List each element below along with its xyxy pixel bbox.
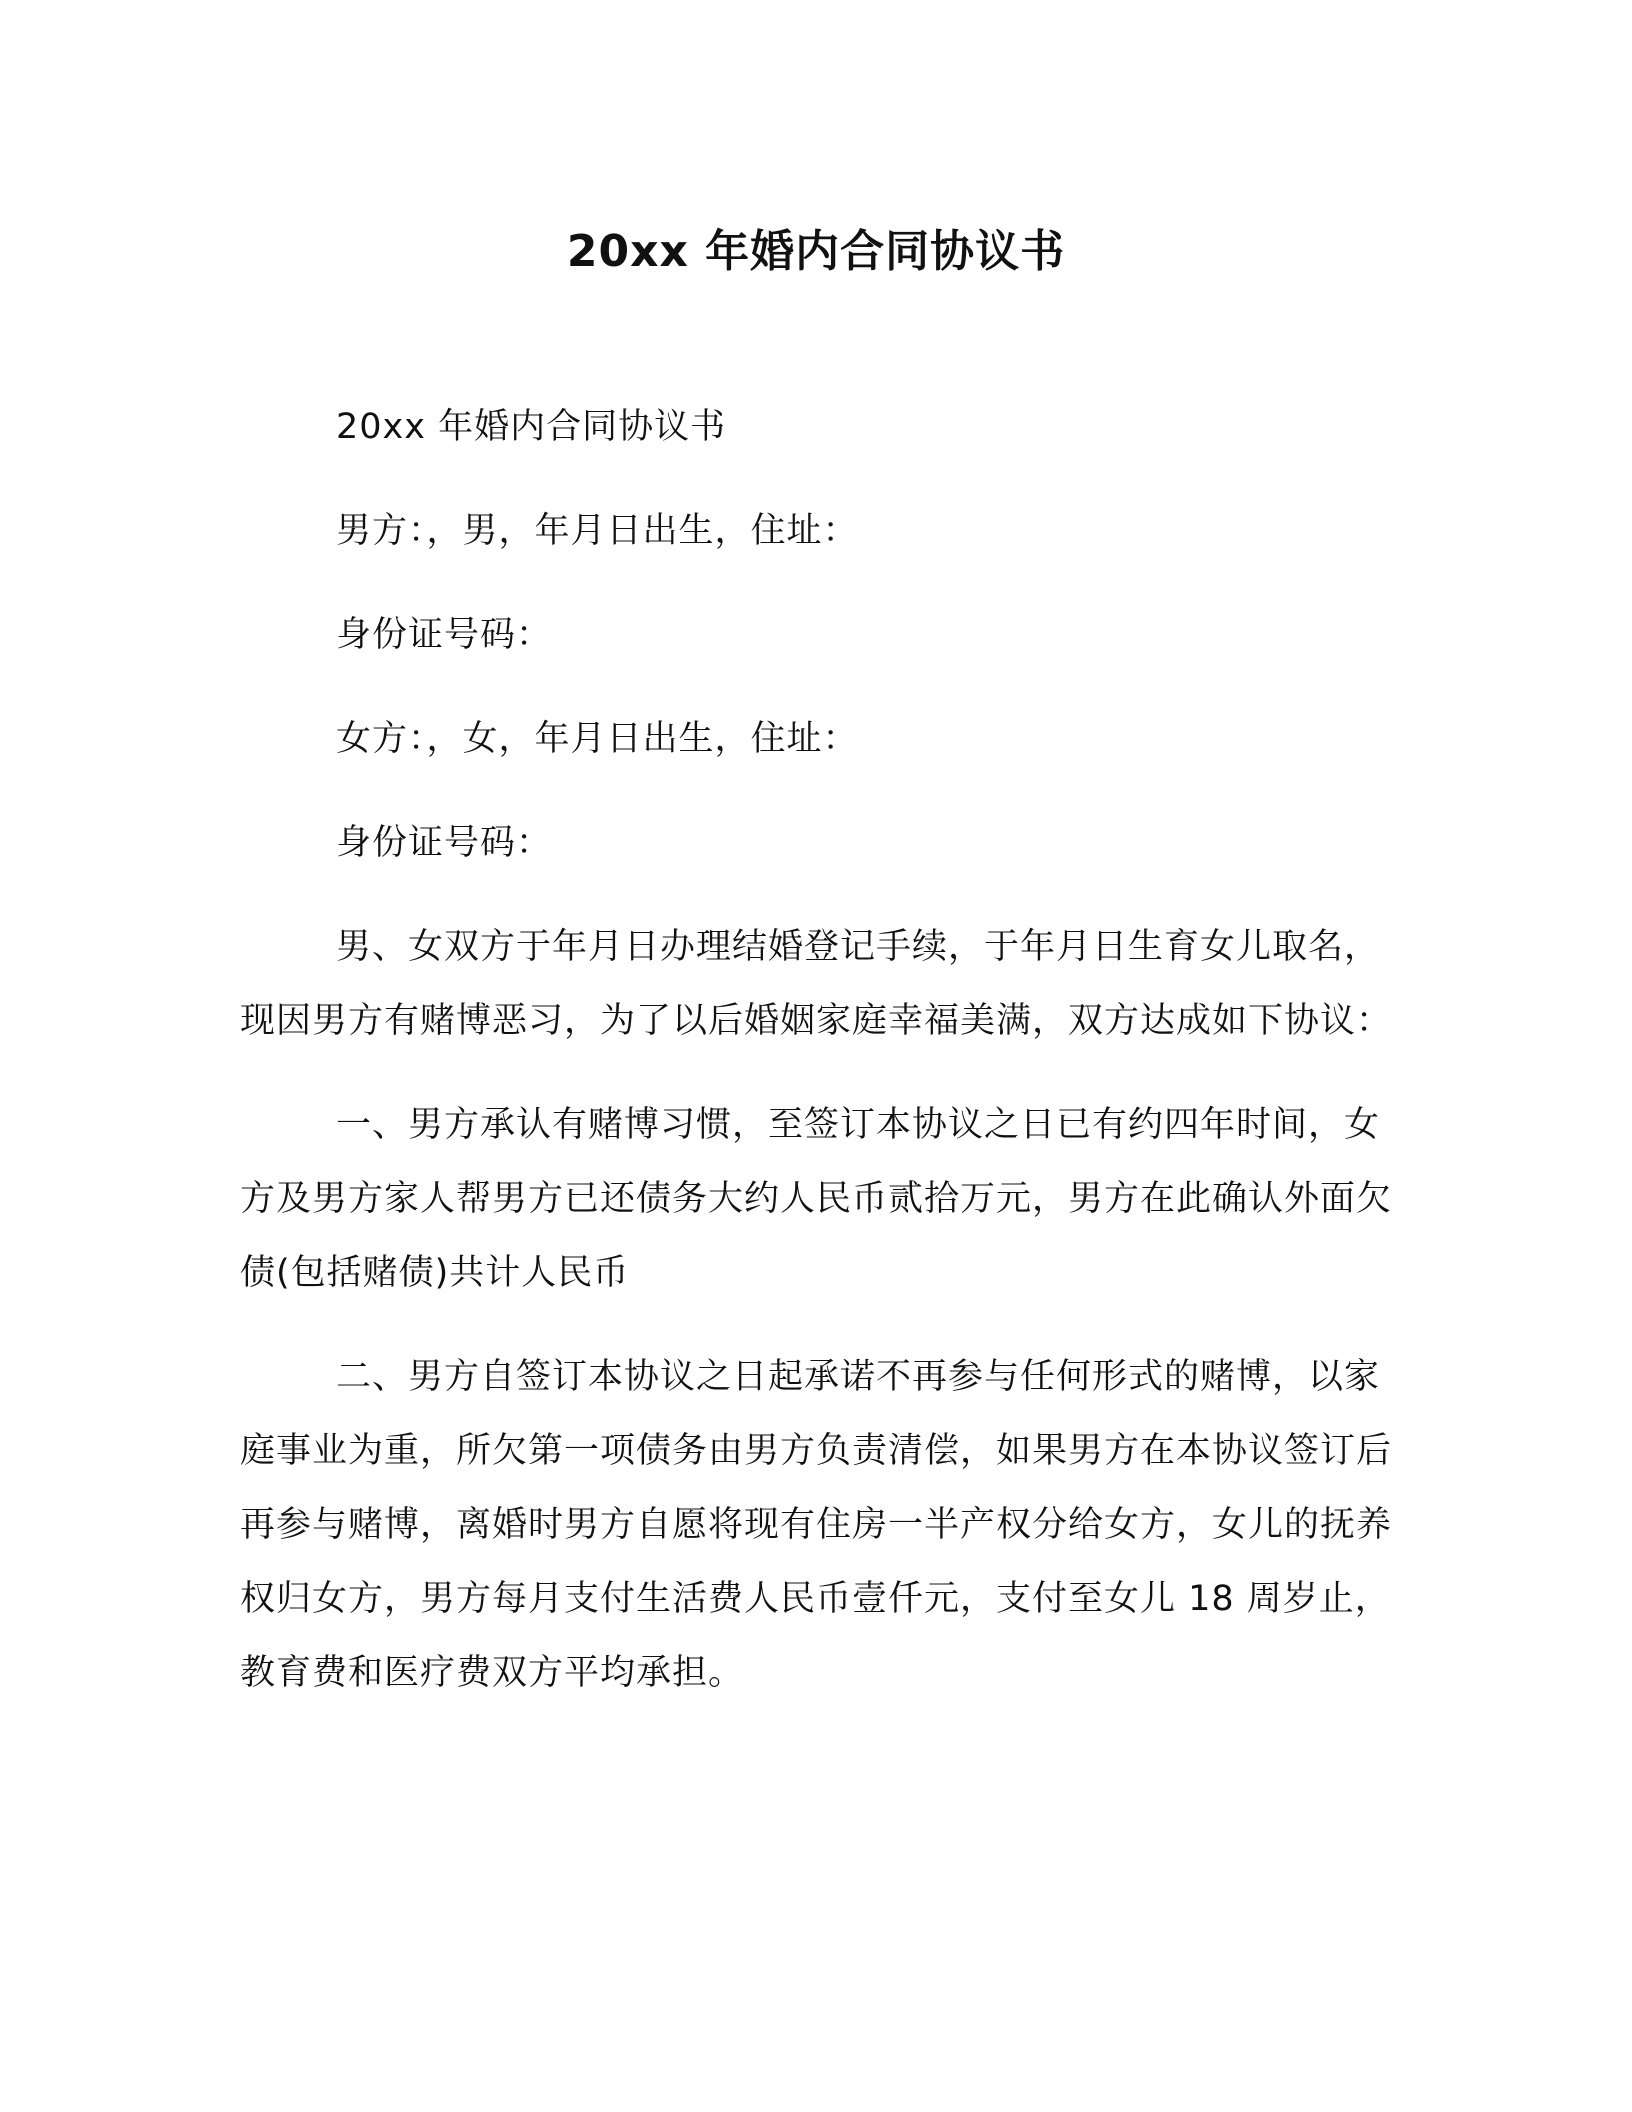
clause-two-paragraph: 二、男方自签订本协议之日起承诺不再参与任何形式的赌博，以家庭事业为重，所欠第一项债务由男方负责清偿，如果男方在本协议签订后再参与赌博，离婚时男方自愿将现有住房一半产权分给女方，女儿的抚养权归女方，男方每月支付生活费人民币壹仟元，支付至女儿 18 周岁止，教育费和医疗费双方平均承担。 — [240, 1357, 1393, 1693]
document-title: 20xx 年婚内合同协议书 — [566, 226, 1066, 277]
male-party-info: 男方：，男，年月日出生，住址： — [336, 511, 859, 551]
female-id-number: 身份证号码： — [336, 823, 553, 863]
document-body — [240, 390, 1392, 1740]
clause-one-paragraph: 一、男方承认有赌博习惯，至签订本协议之日已有约四年时间，女方及男方家人帮男方已还债务大约人民币贰拾万元，男方在此确认外面欠债(包括赌债)共计人民币 — [240, 1105, 1393, 1293]
document-subtitle: 20xx 年婚内合同协议书 — [336, 407, 727, 447]
male-id-number: 身份证号码： — [336, 615, 553, 655]
female-party-info: 女方：，女，年月日出生，住址： — [336, 719, 859, 759]
preamble-paragraph: 男、女双方于年月日办理结婚登记手续，于年月日生育女儿取名，现因男方有赌博恶习，为了以后婚姻家庭幸福美满，双方达成如下协议： — [240, 927, 1393, 1041]
